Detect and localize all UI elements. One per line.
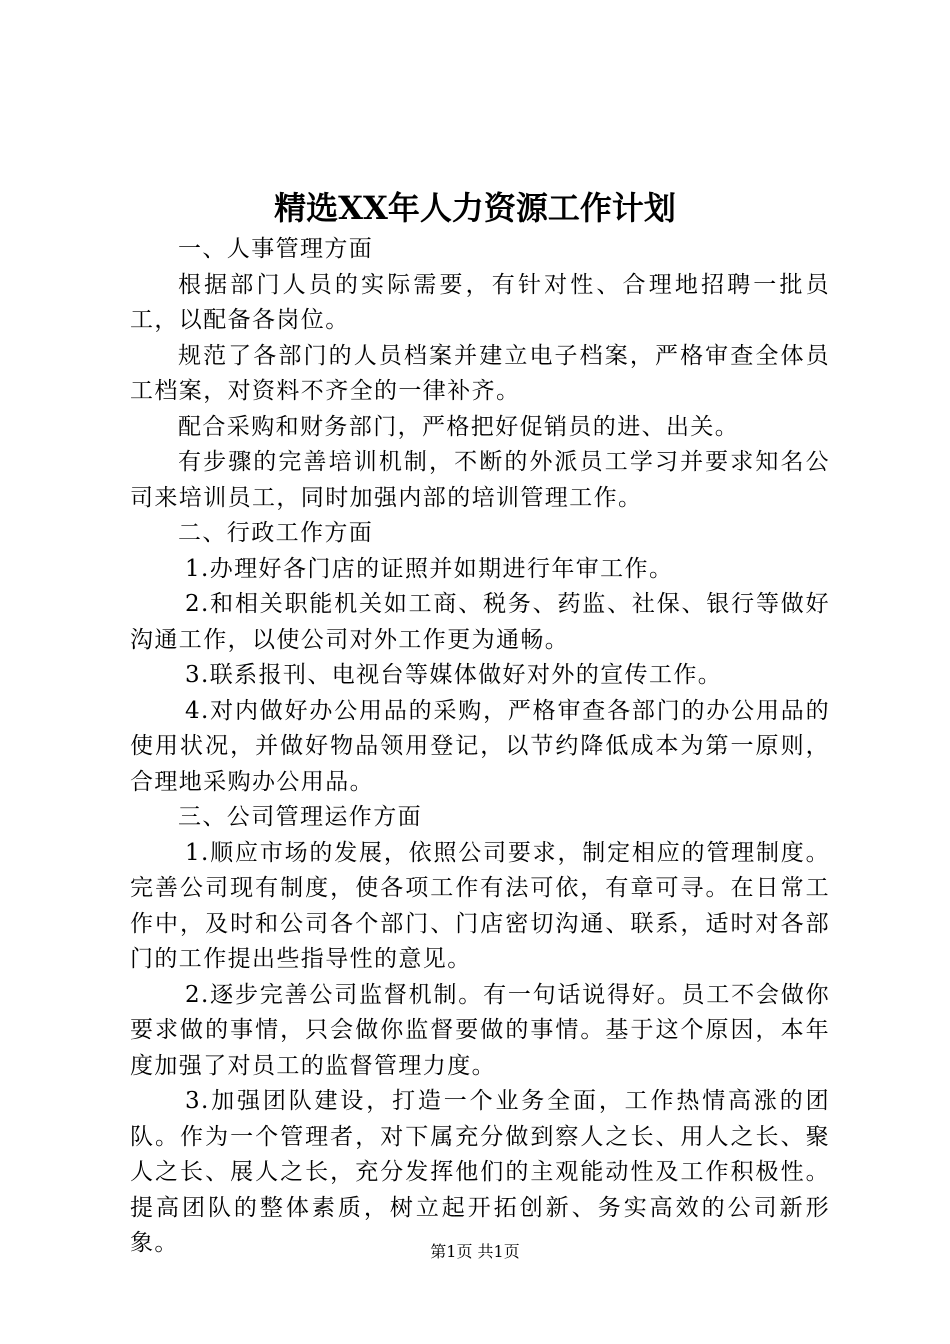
list-item-admin-3: 3.联系报刊、电视台等媒体做好对外的宣传工作。	[185, 662, 723, 688]
paragraph-recruitment: 根据部门人员的实际需要，有针对性、合理地招聘一批员工，以配备各岗位。	[130, 271, 830, 333]
list-item-admin-1: 1.办理好各门店的证照并如期进行年审工作。	[185, 555, 674, 582]
list-item-management-3: 3.加强团队建设，打造一个业务全面，工作热情高涨的团队。作为一个管理者，对下属充分做到察人之长、用人之长、聚人之长、展人之长，充分发挥他们的主观能动性及工作积极性。提高团队的整体素质，树立起开拓创新、务实高效的公司新形象。	[130, 1088, 830, 1256]
list-item-admin-2: 2.和相关职能机关如工商、税务、药监、社保、银行等做好沟通工作，以使公司对外工作更为通畅。	[130, 591, 830, 653]
paragraph-archives: 规范了各部门的人员档案并建立电子档案，严格审查全体员工档案，对资料不齐全的一律补齐。	[130, 342, 830, 404]
section-heading-personnel: 一、人事管理方面	[178, 236, 374, 262]
list-item-admin-4: 4.对内做好办公用品的采购，严格审查各部门的办公用品的使用状况，并做好物品领用登记，以节约降低成本为第一原则，合理地采购办公用品。	[130, 697, 830, 795]
section-heading-administration: 二、行政工作方面	[178, 520, 374, 546]
page-footer: 第1页 共1页	[430, 1242, 520, 1261]
section-heading-management: 三、公司管理运作方面	[178, 804, 422, 830]
document-body	[130, 232, 830, 1262]
document-title: 精选XX年人力资源工作计划	[274, 189, 676, 227]
paragraph-training: 有步骤的完善培训机制，不断的外派员工学习并要求知名公司来培训员工，同时加强内部的培训管理工作。	[130, 449, 830, 511]
paragraph-promoters: 配合采购和财务部门，严格把好促销员的进、出关。	[178, 413, 740, 440]
list-item-management-2: 2.逐步完善公司监督机制。有一句话说得好。员工不会做你要求做的事情，只会做你监督要做的事情。基于这个原因，本年度加强了对员工的监督管理力度。	[130, 981, 830, 1079]
list-item-management-1: 1.顺应市场的发展，依照公司要求，制定相应的管理制度。完善公司现有制度，使各项工作有法可依，有章可寻。在日常工作中，及时和公司各个部门、门店密切沟通、联系，适时对各部门的工作提出些指导性的意见。	[130, 839, 830, 972]
